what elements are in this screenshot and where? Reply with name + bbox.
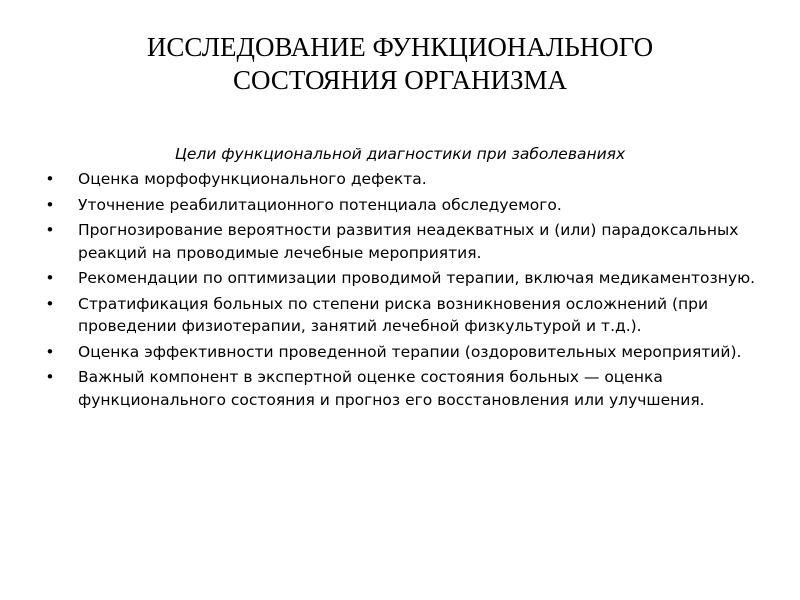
bullet-item xyxy=(40,219,760,264)
bullet-text: Оценка морфофункционального дефекта. xyxy=(78,170,427,188)
bullet-marker: • xyxy=(45,221,55,239)
slide-subtitle: Цели функциональной диагностики при заболеваниях xyxy=(174,145,626,163)
bullet-item xyxy=(40,168,760,191)
bullet-marker: • xyxy=(45,294,55,313)
bullet-item xyxy=(40,293,760,338)
bullet-text: Рекомендации по оптимизации проводимой терапии, включая медикаментозную. xyxy=(78,269,756,287)
bullet-marker: • xyxy=(45,195,55,214)
bullet-text: Прогнозирование вероятности развития неадекватных и (или) парадоксальных реакций на проводимые лечебные мероприятия. xyxy=(78,221,739,262)
bullet-text: Оценка эффективности проведенной терапии (оздоровительных мероприятий). xyxy=(78,342,742,361)
bullet-text: Важный компонент в экспертной оценке состояния больных — оценка функционального состояния и прогноз его восстановления или улучшения. xyxy=(78,368,705,409)
bullet-text: Стратификация больных по степени риска возникновения осложнений (при проведении физиотерапии, занятий лечебной физкультурой и т.д.). xyxy=(78,294,709,335)
slide-title-line-2: СОСТОЯНИЯ ОРГАНИЗМА xyxy=(232,65,568,95)
bullet-marker: • xyxy=(45,368,55,386)
slide-title-line-1: ИССЛЕДОВАНИЕ ФУНКЦИОНАЛЬНОГО xyxy=(146,32,654,62)
bullet-item xyxy=(40,194,760,217)
bullet-item xyxy=(40,341,760,364)
bullet-list xyxy=(40,168,760,414)
bullet-marker: • xyxy=(45,170,55,188)
bullet-text: Уточнение реабилитационного потенциала обследуемого. xyxy=(78,195,562,214)
bullet-marker: • xyxy=(45,342,55,361)
bullet-marker: • xyxy=(45,269,55,287)
bullet-item xyxy=(40,366,760,411)
slide-title xyxy=(60,31,740,97)
bullet-item xyxy=(40,267,760,290)
